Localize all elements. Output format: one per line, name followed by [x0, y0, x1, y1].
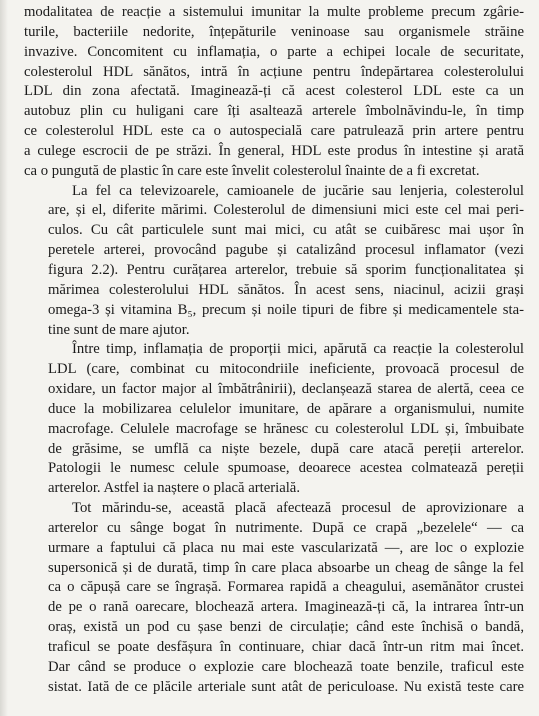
text-line: ca o căpușă care se îngrașă. Formarea rapidă a cheagului, asemănător crustei [48, 579, 524, 596]
text-line: de pe o rană oarecare, blochează artera. Imaginează-ți că, la intrarea într-un [48, 599, 524, 616]
text-line: a culege escrocii de pe străzi. În general, HDL este produs în intestine și arată [24, 142, 524, 159]
text-line: urmare a faptului că placa nu mai este vascularizată —, are loc o explozie [48, 539, 524, 556]
page-gutter-shadow [0, 0, 8, 716]
text-line: peretele arterei, provocând pagube și catalizând procesul inflamator (vezi [48, 242, 524, 259]
text-line: macrofage. Celulele macrofage se hrănesc cu colesterolul LDL și, îmbuibate [48, 420, 524, 437]
text-line: arterelor cu sânge bogat în nutrimente. După ce crapă „bezelele“ — ca [48, 519, 524, 536]
text-line: turile, bacteriile nedorite, înțepăturile veninoase sau organismele străine [24, 23, 524, 40]
text-line: invazive. Concomitent cu inflamația, o parte a echipei locale de securitate, [24, 43, 524, 60]
paragraph-3 [24, 340, 524, 499]
text-line: LDL din zona afectată. Imaginează-ți că acest colesterol LDL este ca un [24, 83, 524, 100]
text-line: arterelor. Astfel ia naștere o placă arterială. [48, 480, 300, 497]
text-line: autobuz plin cu huligani care îți asaltează arterele îmbolnăvindu-le, în timp [24, 103, 524, 120]
text-line: traficul se poate desfășura în continuare, chiar dacă într-un ritm mai încet. [48, 639, 524, 655]
text-line: oxidare, un factor major al îmbătrânirii), declanșează starea de alertă, ceea ce [48, 381, 524, 398]
text-line: Dar când se produce o explozie care blochează toate benzile, traficul este [48, 658, 524, 675]
text-line: ce colesterolul HDL este ca o autospecială care patrulează prin artere pentru [24, 123, 524, 140]
text-line: are, și el, diferite mărimi. Colesterolul de dimensiuni mici este cel mai peri- [48, 202, 524, 219]
text-line: Patologii le numesc celule spumoase, deoarece acestea colmatează pereții [48, 460, 524, 477]
text-line: sistat. Iată de ce plăcile arteriale sunt atât de periculoase. Nu există teste care [48, 678, 524, 695]
text-line: figura 2.2). Pentru curățarea arterelor, trebuie să sporim funcționalitatea și [48, 261, 524, 278]
text-line: duce la mobilizarea celulelor imunitare, de apărare a organismului, numite [48, 400, 524, 417]
paragraph-2 [24, 182, 524, 341]
body-text [24, 3, 524, 698]
paragraph-4 [24, 499, 524, 697]
text-line: LDL (care, combinat cu mitocondriile ineficiente, provoacă procesul de [48, 361, 524, 378]
paragraph-1 [24, 3, 524, 182]
text-line: culos. Cu cât particulele sunt mai mici, cu atât se cuibăresc mai ușor în [48, 222, 524, 239]
text-line: tine sunt de mare ajutor. [48, 321, 190, 338]
text-line: modalitatea de reacție a sistemului imunitar la multe probleme precum zgârie- [24, 4, 524, 20]
text-line: colesterolul HDL sănătos, intră în acțiune pentru îndepărtarea colesterolului [24, 63, 524, 80]
text-line: La fel ca televizoarele, camioanele de jucărie sau lenjeria, colesterolul [72, 182, 524, 199]
text-line: Între timp, inflamația de proporții mici, apărută ca reacție la colesterolul [72, 341, 524, 358]
text-line: omega-3 și vitamina B₅, precum și noile tipuri de fibre și medicamentele sta- [48, 301, 524, 318]
text-line: oraș, există un pod cu șase benzi de circulație; când este închisă o bandă, [48, 619, 524, 636]
text-line: ca o pungută de plastic în care este învelit colesterolul înainte de a fi excretat. [24, 162, 480, 179]
text-line: mărimea colesterolului HDL sănătos. În acest sens, niacinul, acizii grași [48, 281, 524, 298]
text-line: supersonică și de durată, timp în care placa absoarbe un cheag de sânge la fel [48, 559, 524, 576]
text-line: Tot mărindu-se, această placă afectează procesul de aprovizionare a [72, 500, 524, 517]
text-line: de grăsime, se umflă ca niște bezele, după care atacă pereții arterelor. [48, 440, 524, 457]
